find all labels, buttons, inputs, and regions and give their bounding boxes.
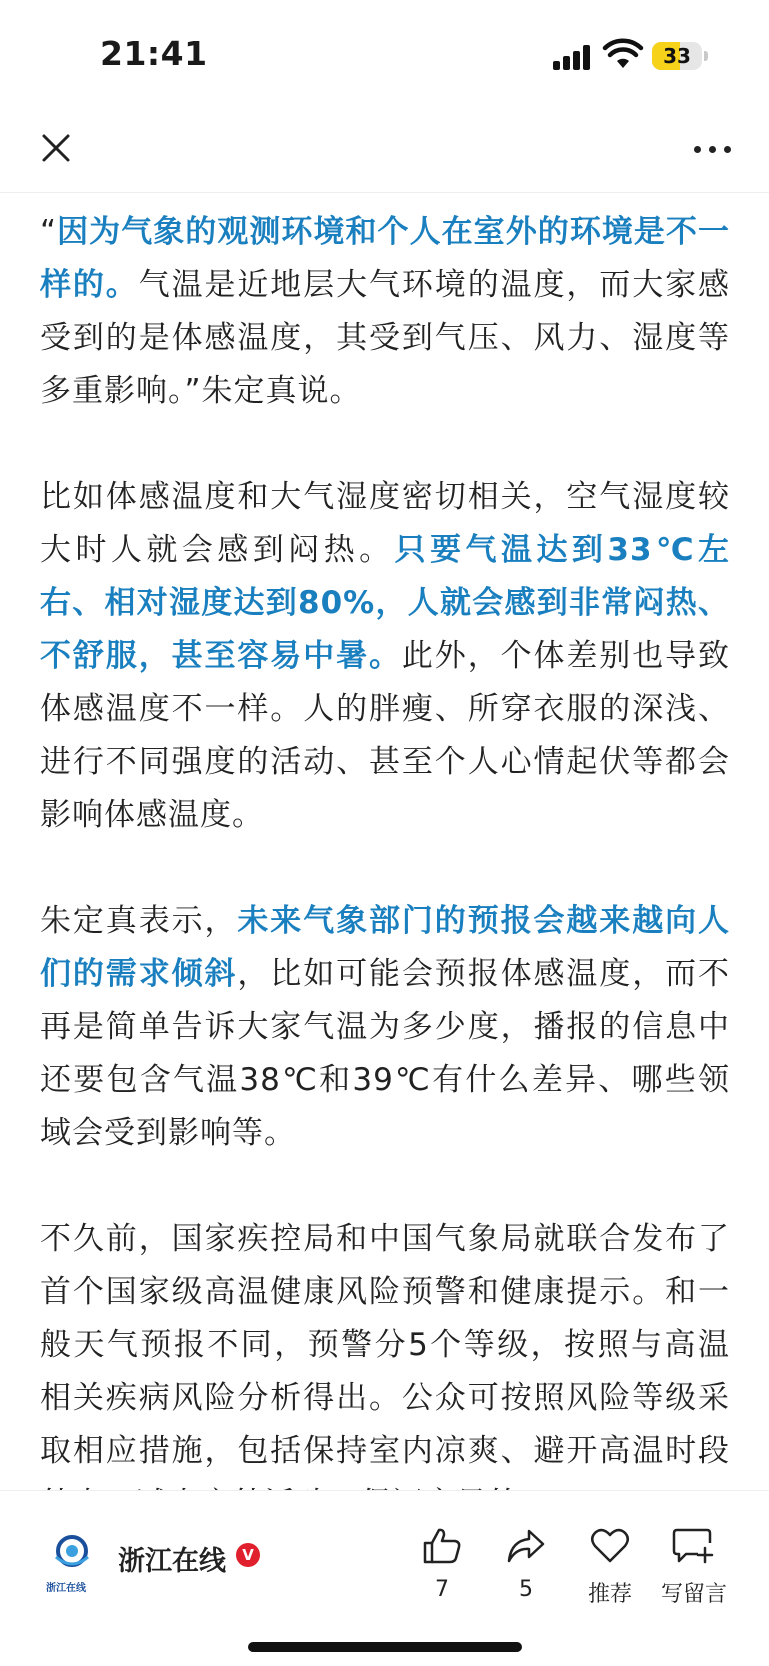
body-text: “ [40, 214, 58, 250]
article-paragraph [40, 471, 730, 842]
body-text: 不久前，国家疾控局和中国气象局就联合发布了首个国家级高温健康风险预警和健康提示。和一般天气预报不同，预警分5个等级，按照与高温相关疾病风险分析得出。公众可按照风险等级采取相应措施，包括保持室内凉爽、避开高温时段 [40, 1221, 730, 1469]
source-name[interactable]: 浙江在线 [118, 1546, 226, 1577]
comment-label: 写留言 [660, 1582, 727, 1607]
article-paragraph [40, 206, 730, 418]
cellular-signal-icon [553, 44, 593, 70]
article-paragraph [40, 895, 730, 1160]
logo-caption: 浙江在线 [46, 1583, 86, 1594]
share-count: 5 [519, 1577, 533, 1602]
battery-tip [704, 51, 708, 61]
article-paragraph [40, 1213, 730, 1531]
share-arrow-icon [506, 1527, 546, 1565]
body-text: 气温是近地层大气环境的温度，而大家感受到的是体感温度，其受到气压、风力、湿度等多重影响。”朱定真说。 [40, 267, 731, 409]
highlighted-text: 未来气象部门的预报会越来越向人们的需求倾斜 [40, 903, 731, 992]
comment-add-icon [672, 1527, 716, 1565]
highlighted-text: 只要气温达到33℃左右、相对湿度达到80%，人就会感到非常闷热、不舒服，甚至容易中暑。 [40, 532, 730, 674]
status-bar [0, 0, 769, 110]
highlighted-text: 因为气象的观测环境和个人在室外的环境是不一样的。 [40, 214, 730, 303]
thumbs-up-icon [422, 1527, 462, 1565]
status-time: 21:41 [100, 34, 208, 73]
body-text: 比如体感温度和大气湿度密切相关，空气湿度较大时人就会感到闷热。 [40, 479, 730, 568]
share-button[interactable] [486, 1527, 566, 1602]
body-text: ，比如可能会预报体感温度，而不再是简单告诉大家气温为多少度，播报的信息中还要包含气温38℃和39℃有什么差异、哪些领域会受到影响等。 [40, 956, 731, 1151]
body-text: 此外，个体差别也导致体感温度不一样。人的胖瘦、所穿衣服的深浅、进行不同强度的活动、甚至个人心情起伏等都会影响体感温度。 [40, 638, 731, 833]
body-text: 朱定真表示， [40, 903, 238, 939]
like-button[interactable] [402, 1527, 482, 1602]
recommend-button[interactable] [570, 1527, 650, 1608]
more-dots-icon[interactable] [690, 134, 734, 164]
nav-bar [0, 110, 769, 193]
verified-badge: V [236, 1543, 260, 1567]
recommend-label: 推荐 [587, 1582, 632, 1607]
comment-button[interactable] [654, 1527, 734, 1608]
battery-icon [652, 42, 702, 70]
like-count: 7 [435, 1577, 449, 1602]
close-icon[interactable] [36, 128, 76, 168]
home-indicator [248, 1642, 522, 1652]
heart-icon [590, 1527, 630, 1565]
battery-level: 33 [663, 44, 691, 68]
zjol-logo-icon[interactable] [46, 1531, 98, 1579]
article-body [40, 206, 730, 1486]
wifi-icon [604, 40, 642, 70]
bottom-action-bar [0, 1490, 769, 1666]
